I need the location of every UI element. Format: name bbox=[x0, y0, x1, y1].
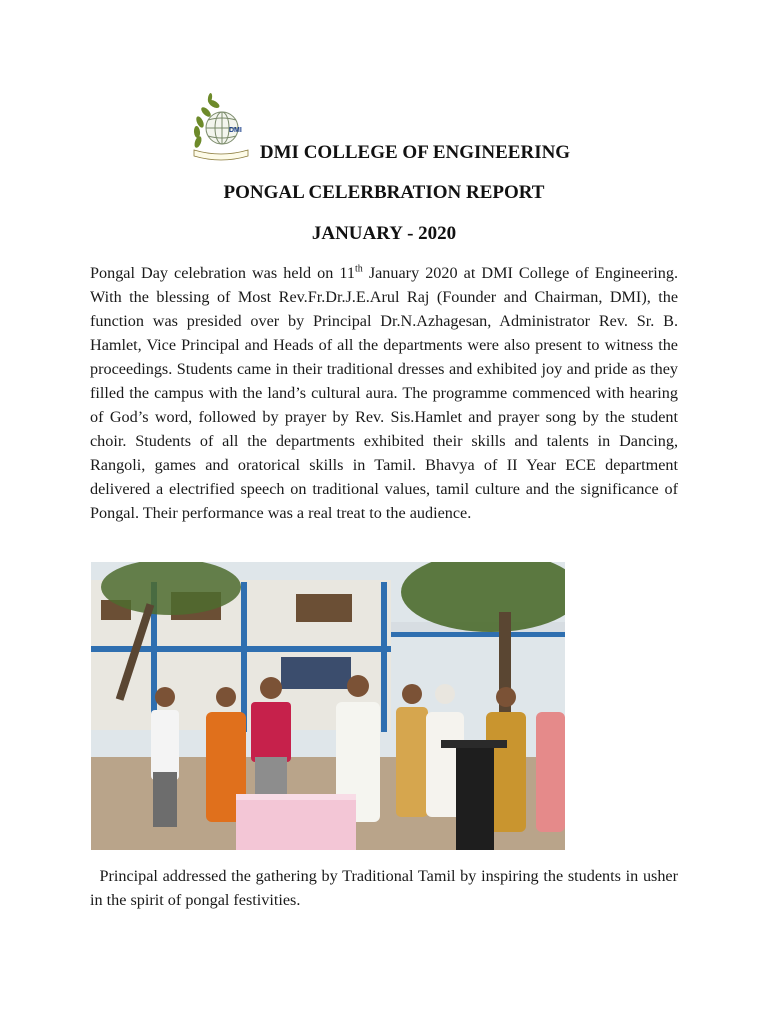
photo-caption: Principal addressed the gathering by Traditional Tamil by inspiring the students in usher in the spirit of pongal festivities. bbox=[90, 867, 683, 909]
report-title: PONGAL CELERBRATION REPORT bbox=[223, 182, 545, 203]
event-photo bbox=[91, 562, 565, 850]
report-date: JANUARY - 2020 bbox=[311, 223, 457, 244]
college-name: DMI COLLEGE OF ENGINEERING bbox=[259, 142, 571, 163]
report-paragraph: Pongal Day celebration was held on 11th January 2020 at DMI College of Engineering. With the blessing of Most Rev.Fr.Dr.J.E.Arul Raj (Founder and Chairman, DMI), the function was presided over by Principal Dr.N.Azhagesan, Administrator Rev. Sr. B. Hamlet, Vice Principal and Heads of all the departments were also present to witness the proceedings. Students came in their traditional dresses and exhibited joy and pride as they filled the campus with the land’s cultural aura. The programme commenced with hearing of God’s word, followed by prayer by Rev. Sis.Hamlet and prayer song by the student choir. Students of all the departments exhibited their skills and talents in Dancing, Rangoli, games and oratorical skills in Tamil. Bhavya of II Year ECE department delivered a electrified speech on traditional values, tamil culture and the significance of Pongal. Their performance was a real treat to the audience. bbox=[90, 263, 678, 522]
svg-text:DMI: DMI bbox=[229, 127, 242, 134]
